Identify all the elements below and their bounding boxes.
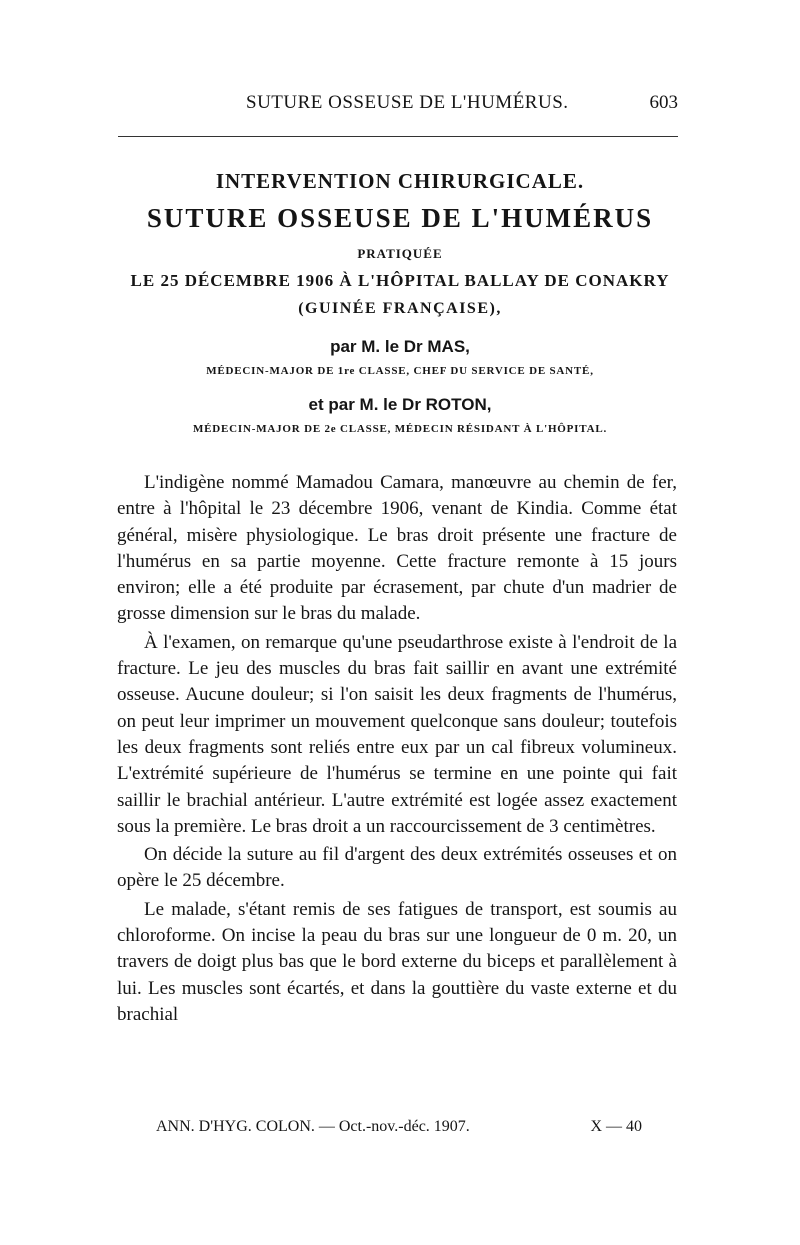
header-rule [118,136,678,137]
body-paragraph: Le malade, s'étant remis de ses fatigues de transport, est soumis au chloroforme. On incise la peau du bras sur une longueur de 0 m. 20, un travers de doigt plus bas que le bord externe du biceps et parallèlement à lui. Les muscles sont écartés, et dans la gouttière du vaste externe et du brachial [117,898,677,1025]
article-body [117,470,677,1028]
author-role: MÉDECIN-MAJOR DE 2e CLASSE, MÉDECIN RÉSIDANT À L'HÔPITAL. [192,423,608,435]
page-footer [156,1118,642,1142]
page-number: 603 [649,92,678,113]
body-paragraph: L'indigène nommé Mamadou Camara, manœuvre au chemin de fer, entre à l'hôpital le 23 décembre 1906, venant de Kindia. Comme état général, misère physiologique. Le bras droit présente une fracture de l'humérus en sa partie moyenne. Cette fracture remonte à 15 jours environ; elle a été produite par écrasement, par chute d'un madrier de grosse dimension sur le bras du malade. [117,472,677,625]
article-kicker: INTERVENTION CHIRURGICALE. [215,169,585,193]
body-paragraph: À l'examen, on remarque qu'une pseudarthrose existe à l'endroit de la fracture. Le jeu des muscles du bras fait saillir en avant une extrémité osseuse. Aucune douleur; si l'on saisit les deux fragments de l'humérus, on peut leur imprimer un mouvement quelconque sans douleur; toutefois les deux fragments sont reliés entre eux par un cal fibreux volumineux. L'extrémité supérieure de l'humérus se termine en une pointe qui fait saillir le brachial antérieur. L'autre extrémité est logée assez exactement sous la première. Le bras droit a un raccourcissement de 3 centimètres. [117,631,677,837]
author-byline: et par M. le Dr ROTON, [308,395,492,414]
article-subtitle-country: (GUINÉE FRANÇAISE), [298,300,502,317]
article-subtitle-practiced: PRATIQUÉE [357,246,443,261]
title-block [100,166,700,438]
article-subtitle-date-place: LE 25 DÉCEMBRE 1906 À L'HÔPITAL BALLAY DE CONAKRY [130,271,670,290]
author-role: MÉDECIN-MAJOR DE 1re CLASSE, CHEF DU SERVICE DE SANTÉ, [206,365,594,377]
journal-reference: ANN. D'HYG. COLON. — Oct.-nov.-déc. 1907. [156,1118,470,1135]
signature-mark: X — 40 [590,1118,642,1135]
running-header [118,88,678,118]
article-title: SUTURE OSSEUSE DE L'HUMÉRUS [146,203,654,233]
running-title: SUTURE OSSEUSE DE L'HUMÉRUS. [246,92,569,113]
body-paragraph: On décide la suture au fil d'argent des deux extrémités osseuses et on opère le 25 décembre. [117,844,677,892]
author-byline: par M. le Dr MAS, [330,337,470,356]
